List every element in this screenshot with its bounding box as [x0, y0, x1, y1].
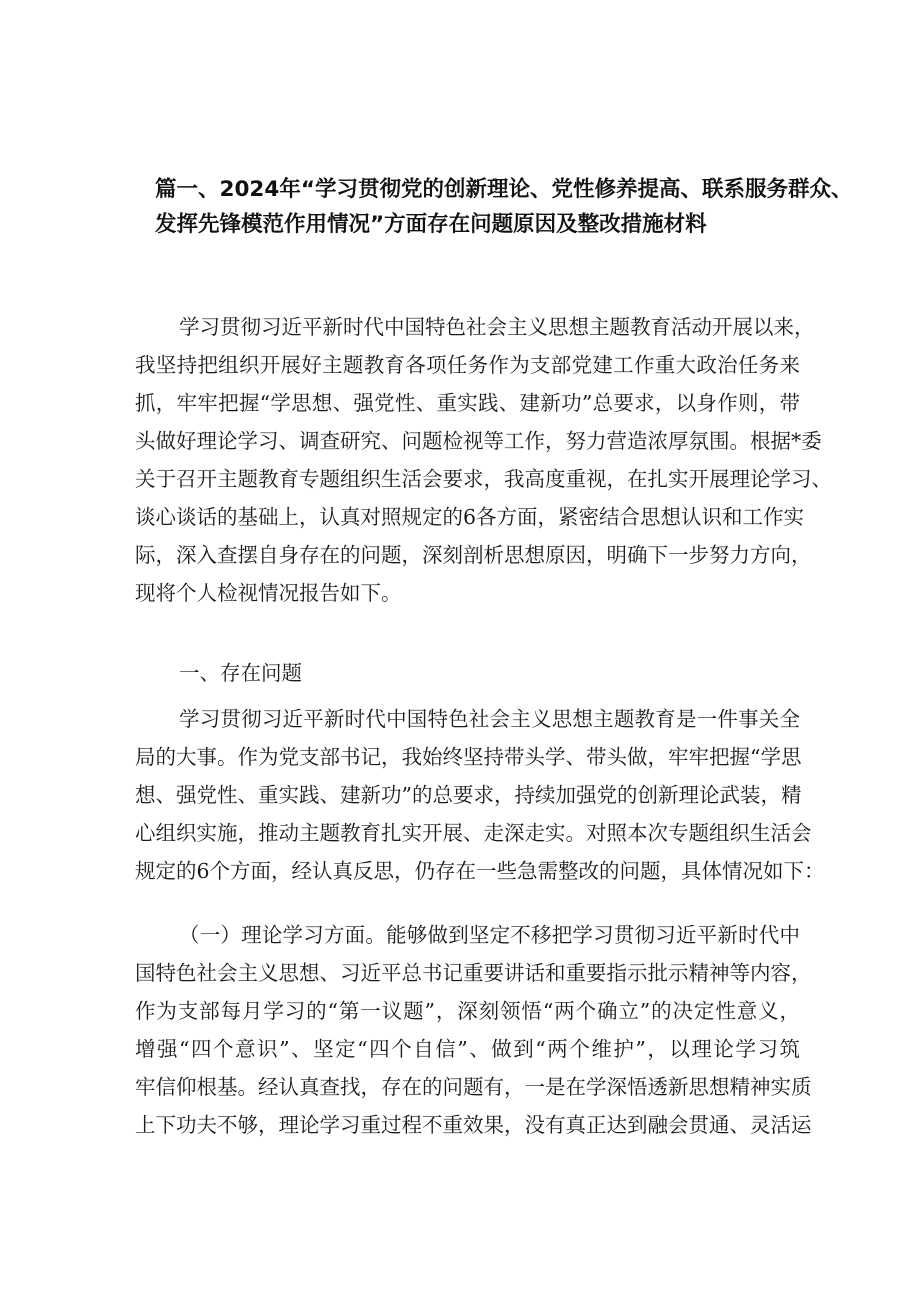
title-line: 发挥先锋模范作用情况”方面存在问题原因及整改措施材料 — [155, 212, 707, 237]
document-title — [155, 172, 853, 242]
paragraph-line: 我坚持把组织开展好主题教育各项任务作为支部党建工作重大政治任务来 — [135, 353, 800, 377]
paragraph-line: 谈心谈话的基础上，认真对照规定的6各方面，紧密结合思想认识和工作实 — [135, 505, 805, 529]
paragraph-line: 现将个人检视情况报告如下。 — [135, 581, 402, 605]
paragraph-line: 心组织实施，推动主题教育扎实开展、走深走实。对照本次专题组织生活会 — [135, 821, 812, 845]
title-line: 篇一、2024年“学习贯彻党的创新理论、党性修养提高、联系服务群众、 — [155, 177, 853, 202]
paragraph-line: （一）理论学习方面。能够做到坚定不移把学习贯彻习近平新时代中 — [179, 923, 800, 947]
paragraph-line: 际，深入查摆自身存在的问题，深刻剖析思想原因，明确下一步努力方向， — [135, 543, 812, 567]
paragraph-line: 作为支部每月学习的“第一议题”，深刻领悟“两个确立”的决定性意义， — [135, 999, 800, 1023]
paragraph-line: 头做好理论学习、调查研究、问题检视等工作，努力营造浓厚氛围。根据*委 — [135, 429, 822, 453]
paragraph-line: 抓，牢牢把握“学思想、强党性、重实践、建新功”总要求，以身作则，带 — [135, 391, 800, 415]
paragraph-line: 规定的6个方面，经认真反思，仍存在一些急需整改的问题，具体情况如下： — [135, 859, 825, 883]
paragraph-line: 上下功夫不够，理论学习重过程不重效果，没有真正达到融会贯通、灵活运 — [135, 1113, 812, 1137]
paragraph-line: 局的大事。作为党支部书记，我始终坚持带头学、带头做，牢牢把握“学思 — [135, 745, 802, 769]
paragraph-line: 关于召开主题教育专题组织生活会要求，我高度重视，在扎实开展理论学习、 — [135, 467, 832, 491]
paragraph-line: 学习贯彻习近平新时代中国特色社会主义思想主题教育是一件事关全 — [179, 707, 800, 731]
section-heading-text: 一、存在问题 — [179, 661, 302, 685]
paragraph-line: 想、强党性、重实践、建新功”的总要求，持续加强党的创新理论武装，精 — [135, 783, 802, 807]
paragraph-line: 国特色社会主义思想、习近平总书记重要讲话和重要指示批示精神等内容， — [135, 961, 812, 985]
paragraph-line: 增强“四个意识”、坚定“四个自信”、做到“两个维护”，以理论学习筑 — [135, 1037, 800, 1061]
paragraph-line: 牢信仰根基。经认真查找，存在的问题有，一是在学深悟透新思想精神实质 — [135, 1075, 812, 1099]
paragraph-line: 学习贯彻习近平新时代中国特色社会主义思想主题教育活动开展以来， — [179, 315, 815, 339]
